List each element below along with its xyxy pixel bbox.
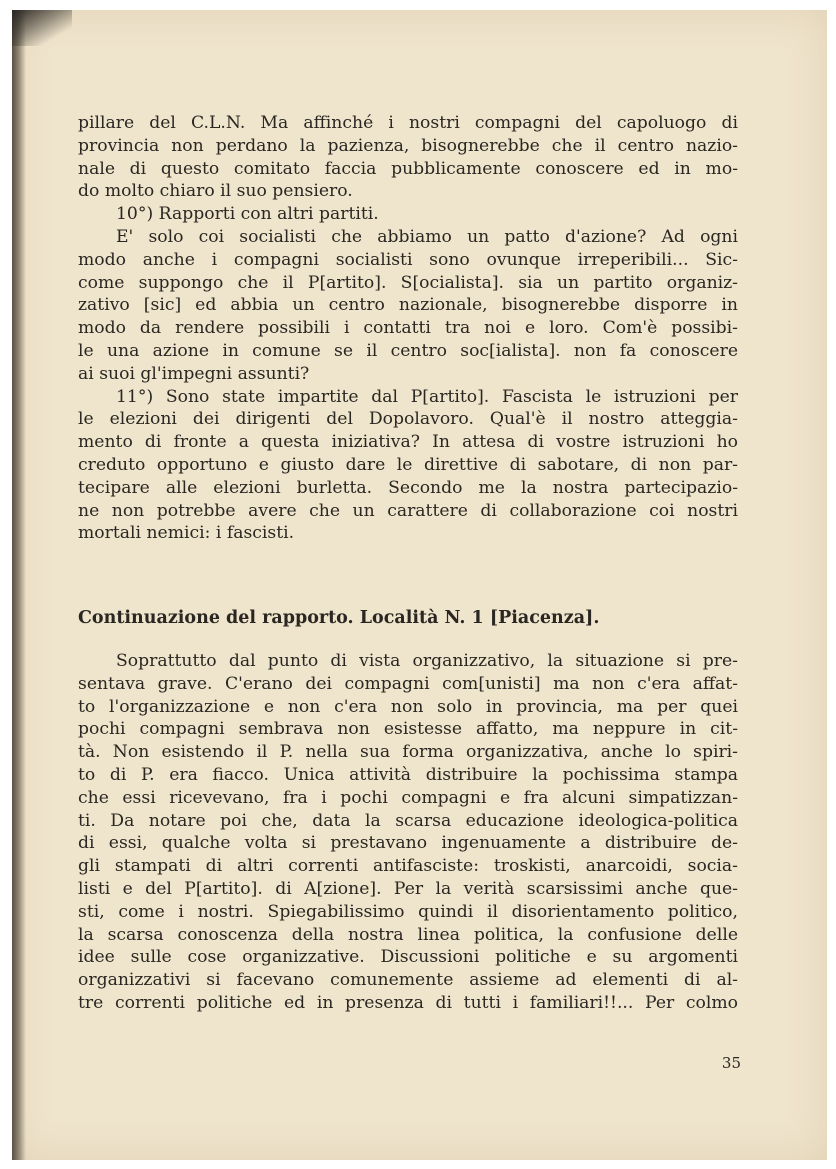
- text-line: listi e del P[artito]. di A[zione]. Per la verità scarsissimi anche que-: [78, 878, 738, 899]
- text-line: le elezioni dei dirigenti del Dopolavoro. Qual'è il nostro atteggia-: [78, 409, 738, 430]
- text-line: Soprattutto dal punto di vista organizzativo, la situazione si pre-: [116, 651, 738, 671]
- body-text-section-2: [78, 650, 738, 1015]
- text-line: do molto chiaro il suo pensiero.: [78, 181, 353, 202]
- text-line: ne non potrebbe avere che un carattere di collaborazione coi nostri: [78, 500, 738, 521]
- text-line: idee sulle cose organizzative. Discussioni politiche e su argomenti: [78, 947, 738, 968]
- text-line: E' solo coi socialisti che abbiamo un patto d'azione? Ad ogni: [116, 226, 738, 247]
- text-line: modo da rendere possibili i contatti tra noi e loro. Com'è possibi-: [78, 318, 738, 339]
- text-line: ti. Da notare poi che, data la scarsa educazione ideologica-politica: [78, 810, 738, 831]
- text-line: creduto opportuno e giusto dare le direttive di sabotare, di non par-: [78, 454, 738, 475]
- text-line: provincia non perdano la pazienza, bisognerebbe che il centro nazio-: [78, 135, 738, 156]
- text-line: modo anche i compagni socialisti sono ovunque irreperibili... Sic-: [78, 249, 738, 270]
- text-line: sti, come i nostri. Spiegabilissimo quindi il disorientamento politico,: [78, 901, 738, 922]
- section-heading: Continuazione del rapporto. Località N. 1 [Piacenza].: [78, 608, 600, 628]
- text-line: mortali nemici: i fascisti.: [78, 523, 295, 544]
- text-line: le una azione in comune se il centro soc[ialista]. non fa conoscere: [78, 340, 738, 361]
- text-line: sentava grave. C'erano dei compagni com[unisti] ma non c'era affat-: [78, 673, 738, 694]
- text-line: mento di fronte a questa iniziativa? In attesa di vostre istruzioni ho: [78, 432, 738, 453]
- body-text-section-1: [78, 112, 738, 545]
- page-number: 35: [721, 1054, 741, 1072]
- text-line: di essi, qualche volta si prestavano ingenuamente a distribuire de-: [78, 833, 738, 854]
- text-line: tecipare alle elezioni burletta. Secondo me la nostra partecipazio-: [78, 477, 738, 498]
- text-line: la scarsa conoscenza della nostra linea politica, la confusione delle: [78, 924, 738, 945]
- text-line: organizzativi si facevano comunemente assieme ad elementi di al-: [78, 970, 738, 991]
- book-spine-shadow: [12, 10, 26, 1160]
- text-line: gli stampati di altri correnti antifasciste: troskisti, anarcoidi, socia-: [78, 856, 738, 877]
- text-line: pochi compagni sembrava non esistesse affatto, ma neppure in cit-: [78, 719, 738, 740]
- text-line: come suppongo che il P[artito]. S[ocialista]. sia un partito organiz-: [78, 272, 738, 293]
- point-10-heading: 10°) Rapporti con altri partiti.: [116, 204, 379, 225]
- text-line: zativo [sic] ed abbia un centro nazionale, bisognerebbe disporre in: [78, 295, 738, 316]
- text-line: to di P. era fiacco. Unica attività distribuire la pochissima stampa: [78, 764, 738, 785]
- text-line: tà. Non esistendo il P. nella sua forma organizzativa, anche lo spiri-: [78, 742, 738, 763]
- text-line: che essi ricevevano, fra i pochi compagni e fra alcuni simpatizzan-: [78, 787, 738, 808]
- text-line: nale di questo comitato faccia pubblicamente conoscere ed in mo-: [78, 158, 738, 179]
- point-11-paragraph: 11°) Sono state impartite dal P[artito]. Fascista le istruzioni per: [116, 386, 738, 407]
- text-line: tre correnti politiche ed in presenza di tutti i familiari!!... Per colmo: [78, 992, 738, 1013]
- text-line: ai suoi gl'impegni assunti?: [78, 363, 310, 384]
- text-line: to l'organizzazione e non c'era non solo in provincia, ma per quei: [78, 696, 738, 717]
- page-corner-shadow: [12, 10, 72, 46]
- text-line: pillare del C.L.N. Ma affinché i nostri compagni del capoluogo di: [78, 113, 738, 133]
